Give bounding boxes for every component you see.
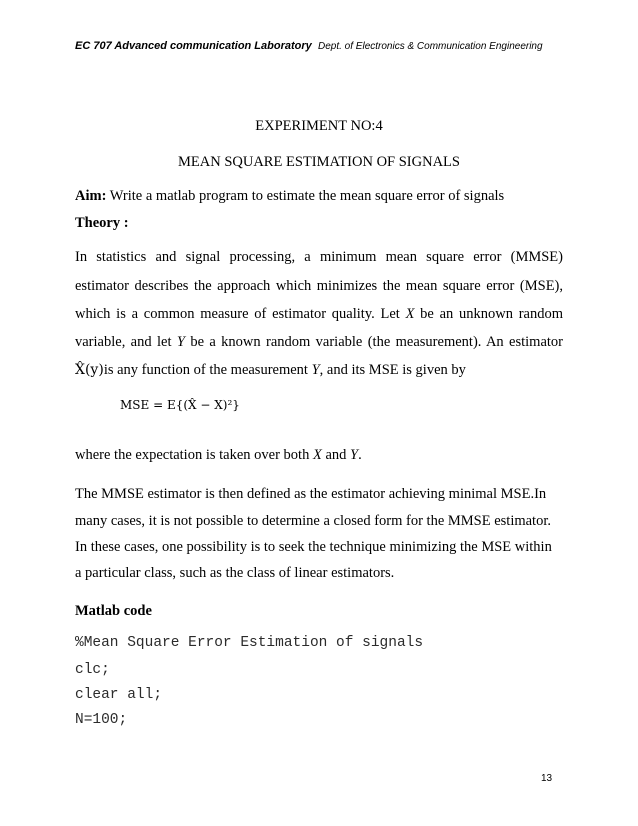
page-number: 13 (541, 773, 553, 784)
expectation-var-y: Y (350, 447, 359, 463)
department-name: Dept. of Electronics & Communication Engineering (318, 41, 543, 52)
expectation-and: and (325, 447, 347, 463)
mmse-line-3: In these cases, one possibility is to seek the technique minimizing the MSE within (75, 539, 552, 555)
aim-text: Write a matlab program to estimate the mean square error of signals (109, 188, 505, 204)
theory-line-1: In statistics and signal processing, a minimum mean square error (MMSE) (75, 249, 563, 265)
code-line-4: N=100; (75, 712, 128, 728)
mse-formula: MSE = E{(X̂ − X)²} (120, 398, 240, 412)
experiment-title: MEAN SQUARE ESTIMATION OF SIGNALS (178, 154, 460, 170)
theory-line-5-text: is any function of the measurement (103, 362, 308, 378)
theory-line-3-text: which is a common measure of estimator quality. Let (75, 306, 400, 322)
theory-line-5 (75, 362, 563, 379)
expectation-line (75, 447, 563, 464)
code-line-1: %Mean Square Error Estimation of signals (75, 635, 424, 651)
theory-line-4-text: variable, and let (75, 334, 172, 350)
theory-line-5-tail: , and its MSE is given by (319, 362, 466, 378)
experiment-number: EXPERIMENT NO:4 (255, 118, 383, 134)
code-line-2: clc; (75, 662, 110, 678)
expectation-var-x: X (312, 447, 322, 463)
mmse-line-4: a particular class, such as the class of linear estimators. (75, 565, 395, 581)
estimator-symbol: X̂(y) (75, 362, 104, 378)
theory-line-4 (75, 334, 563, 351)
aim-label: Aim: (75, 188, 107, 204)
code-line-3: clear all; (75, 687, 163, 703)
matlab-heading: Matlab code (75, 603, 152, 619)
mmse-line-2: many cases, it is not possible to determine a closed form for the MMSE estimator. (75, 513, 551, 529)
var-x: X (405, 306, 415, 322)
expectation-text: where the expectation is taken over both (75, 447, 310, 463)
theory-line-3-tail: be an unknown random (420, 306, 564, 322)
theory-line-4-tail: be a known random variable (the measurement). An estimator (190, 334, 564, 350)
var-y-2: Y (311, 362, 320, 378)
theory-line-3 (75, 306, 563, 323)
expectation-end: . (358, 447, 362, 463)
var-y: Y (176, 334, 185, 350)
course-title: EC 707 Advanced communication Laboratory (75, 40, 312, 52)
aim-line (75, 188, 563, 205)
theory-line-2: estimator describes the approach which minimizes the mean square error (MSE), (75, 278, 563, 294)
mmse-line-1: The MMSE estimator is then defined as the estimator achieving minimal MSE.In (75, 486, 547, 502)
theory-heading: Theory : (75, 215, 129, 231)
